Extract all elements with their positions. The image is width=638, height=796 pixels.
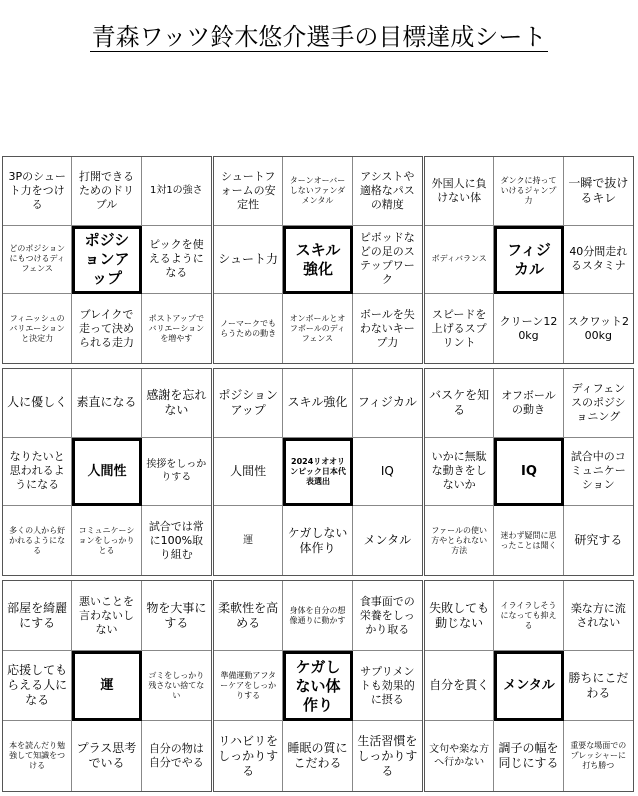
goal-cell: [564, 369, 633, 438]
goal-cell-text: 睡眠の質にこだわる: [287, 741, 348, 770]
goal-cell: [353, 651, 422, 721]
goal-cell: [142, 721, 211, 791]
goal-cell: [3, 369, 72, 438]
goal-cell-text: 人間性: [87, 463, 127, 479]
goal-cell-text: 重要な場面でのプレッシャーに打ち勝つ: [570, 741, 627, 770]
goal-cell-text: オンボールとオフボールのディフェンス: [289, 313, 346, 343]
goal-cell: [283, 721, 352, 791]
goal-cell: [425, 651, 494, 721]
goal-cell-text: 2024リオオリンピック日本代表選出: [290, 456, 346, 486]
goal-cell: [564, 438, 633, 507]
goal-cell-text: 人間性: [230, 463, 267, 478]
goal-cell-text: 調子の幅を同じにする: [498, 741, 559, 770]
goal-center-cell: [494, 226, 563, 295]
goal-cell-text: 感謝を忘れない: [146, 387, 207, 417]
goal-cell-text: フィジカル: [507, 240, 551, 278]
goal-cell: [142, 157, 211, 226]
goal-cell: [3, 721, 72, 791]
goal-cell-text: ターンオーバーしないファンダメンタル: [289, 175, 346, 205]
goal-cell: [72, 721, 141, 791]
goal-cell-text: ポジションアップ: [218, 387, 278, 417]
goal-cell: [142, 581, 211, 651]
goal-cell-text: スキル強化: [295, 240, 341, 278]
goal-cell-text: 本を読んだり勉強して知識をつける: [9, 741, 66, 770]
goal-cell-text: 身体を自分の想像通りに動かす: [289, 605, 346, 625]
goal-cell-text: ケガしない体作り: [295, 657, 341, 714]
goal-cell: [564, 157, 633, 226]
goal-cell: [564, 721, 633, 791]
goal-cell: [3, 651, 72, 721]
goal-cell-text: ボールを失わないキープ力: [359, 307, 415, 349]
goal-cell: [425, 369, 494, 438]
goal-cell: [142, 294, 211, 363]
goal-cell-text: スクワット200kg: [567, 314, 630, 342]
goal-cell-text: 運: [100, 678, 114, 693]
goal-cell: [353, 294, 422, 363]
goal-cell: [353, 157, 422, 226]
goal-cell-text: 多くの人から好かれるようになる: [9, 525, 66, 555]
goal-cell: [72, 157, 141, 226]
goal-cell-text: 物を大事にする: [146, 600, 207, 630]
goal-cell-text: 試合中のコミュニケーション: [570, 450, 626, 492]
goal-cell-text: スキル強化: [287, 395, 348, 410]
goal-cell-text: ピボッドなどの足のステップワーク: [359, 231, 415, 287]
goal-cell: [564, 506, 633, 575]
goal-cell-text: どのポジションにもつけるディフェンス: [9, 244, 65, 274]
goal-cell-text: 試合では常に100%取り組む: [148, 519, 204, 561]
goal-cell: [494, 721, 563, 791]
goal-cell: [353, 369, 422, 438]
goal-cell-text: クリーン120kg: [499, 314, 558, 342]
goal-cell-text: ノーマークでもらうための動き: [220, 318, 277, 338]
goal-cell-text: ディフェンスのポジショニング: [570, 381, 626, 423]
goal-cell-text: ファールの使い方やとられない方法: [431, 525, 488, 555]
goal-block: [2, 368, 212, 576]
goal-cell-text: 楽な方に流されない: [570, 601, 626, 629]
goal-cell-text: ブレイクで走って決められる走力: [78, 307, 134, 349]
goal-block: [424, 580, 634, 792]
goal-cell: [353, 438, 422, 507]
goal-block: [2, 156, 212, 364]
page-title-text: 青森ワッツ鈴木悠介選手の目標達成シート: [91, 23, 547, 51]
goal-cell: [214, 438, 283, 507]
goal-cell-text: フィニッシュのバリエーションと決定力: [9, 313, 65, 343]
goal-cell-text: 準備運動アフターケアをしっかりする: [220, 670, 277, 700]
goal-cell: [142, 226, 211, 295]
goal-cell-text: ピックを使えるようになる: [148, 238, 204, 280]
goal-cell: [72, 506, 141, 575]
goal-cell-text: ポジションアップ: [84, 231, 130, 288]
goal-cell: [494, 506, 563, 575]
goal-cell-text: 自分の物は自分でやる: [148, 742, 204, 769]
goal-cell-text: ケガしない体作り: [287, 525, 348, 555]
goal-cell-text: バスケを知る: [429, 387, 490, 417]
goal-center-cell: [283, 226, 352, 295]
goal-cell: [425, 294, 494, 363]
goal-cell-text: フィジカル: [357, 395, 417, 410]
goal-cell: [72, 369, 141, 438]
goal-cell-text: IQ: [380, 463, 394, 478]
goal-block: [213, 580, 423, 792]
goal-cell: [214, 721, 283, 791]
goal-cell-text: ダンクに持っていけるジャンプ力: [500, 175, 557, 205]
goal-cell: [214, 581, 283, 651]
goal-chart-grid: [2, 156, 634, 792]
goal-cell-text: 挨拶をしっかりする: [146, 459, 207, 484]
goal-cell-text: 人に優しく: [7, 395, 68, 410]
goal-cell: [494, 157, 563, 226]
goal-cell-text: IQ: [521, 463, 537, 479]
goal-cell-text: リハビリをしっかりする: [218, 733, 279, 778]
goal-cell: [425, 506, 494, 575]
goal-cell-text: イライラしそうになっても抑える: [500, 600, 557, 630]
goal-cell: [564, 294, 633, 363]
goal-cell: [283, 157, 352, 226]
goal-cell: [214, 506, 283, 575]
goal-cell: [214, 369, 283, 438]
goal-cell-text: メンタル: [503, 678, 555, 693]
goal-block: [424, 156, 634, 364]
goal-cell-text: シュート力: [218, 251, 279, 266]
goal-block: [213, 156, 423, 364]
goal-cell: [425, 581, 494, 651]
goal-cell: [142, 369, 211, 438]
goal-cell-text: 打開できるためのドリブル: [78, 169, 134, 211]
goal-cell: [425, 721, 494, 791]
goal-cell: [283, 294, 352, 363]
goal-cell: [72, 581, 141, 651]
goal-cell-text: 食事面での栄養をしっかり取る: [359, 594, 415, 636]
goal-cell-text: オフボールの動き: [501, 388, 556, 416]
goal-cell-text: いかに無駄な動きをしないか: [431, 450, 487, 492]
goal-center-cell: [72, 651, 141, 721]
goal-cell-text: 外国人に負けない体: [431, 176, 487, 204]
goal-cell: [214, 651, 283, 721]
goal-cell: [353, 721, 422, 791]
goal-cell: [494, 369, 563, 438]
goal-block: [213, 368, 423, 576]
goal-cell-text: 40分間走れるスタミナ: [569, 245, 628, 273]
goal-cell: [283, 581, 352, 651]
goal-center-cell: [494, 438, 563, 507]
goal-cell-text: サプリメントも効果的に摂る: [359, 664, 415, 706]
goal-cell-text: アシストや適格なパスの精度: [359, 169, 415, 211]
goal-cell-text: シュートフォームの安定性: [220, 169, 276, 211]
goal-block: [2, 580, 212, 792]
goal-center-cell: [494, 651, 563, 721]
goal-cell-text: 研究する: [574, 533, 623, 548]
goal-center-cell: [283, 438, 352, 507]
goal-cell: [214, 294, 283, 363]
goal-cell-text: ゴミをしっかり残さない捨てない: [148, 670, 205, 700]
goal-cell-text: 柔軟性を高める: [218, 600, 279, 630]
goal-cell: [353, 226, 422, 295]
goal-cell-text: 失敗しても動じない: [429, 600, 490, 630]
goal-cell-text: 生活習慣をしっかりする: [357, 733, 418, 778]
goal-cell: [353, 581, 422, 651]
goal-cell: [283, 506, 352, 575]
goal-cell: [142, 506, 211, 575]
goal-cell-text: 3Pのシュート力をつける: [8, 169, 66, 211]
goal-cell: [564, 651, 633, 721]
goal-cell-text: スピードを上げるスプリント: [431, 307, 487, 349]
goal-cell-text: 悪いことを言わないしない: [78, 594, 134, 636]
goal-cell-text: 部屋を綺麗にする: [7, 600, 68, 630]
goal-cell-text: 1対1の強さ: [149, 185, 203, 197]
goal-cell: [494, 294, 563, 363]
goal-cell: [425, 226, 494, 295]
goal-center-cell: [283, 651, 352, 721]
goal-cell-text: コミュニケーションをしっかりとる: [78, 525, 135, 555]
goal-cell: [3, 438, 72, 507]
goal-cell: [214, 226, 283, 295]
goal-cell-text: プラス思考でいる: [76, 741, 137, 770]
goal-cell: [425, 438, 494, 507]
goal-cell-text: 勝ちにこだわる: [568, 670, 629, 700]
goal-cell-text: ボディバランス: [431, 254, 487, 264]
goal-center-cell: [72, 438, 141, 507]
goal-cell: [564, 226, 633, 295]
goal-cell: [3, 157, 72, 226]
goal-cell: [214, 157, 283, 226]
goal-cell-text: メンタル: [363, 533, 412, 548]
goal-cell: [3, 226, 72, 295]
goal-cell: [564, 581, 633, 651]
goal-cell-text: 一瞬で抜けるキレ: [568, 175, 629, 205]
goal-cell-text: ポストアップでバリエーションを増やす: [148, 313, 205, 343]
goal-center-cell: [72, 226, 141, 295]
goal-cell-text: 応援してもらえる人になる: [7, 663, 68, 707]
goal-cell: [494, 581, 563, 651]
goal-cell: [72, 294, 141, 363]
goal-cell: [142, 438, 211, 507]
goal-block: [424, 368, 634, 576]
goal-cell: [3, 294, 72, 363]
goal-cell: [142, 651, 211, 721]
goal-cell-text: 運: [243, 535, 254, 547]
goal-cell: [3, 506, 72, 575]
goal-cell-text: 自分を貫く: [429, 678, 490, 692]
goal-cell: [283, 369, 352, 438]
goal-cell-text: 文句や楽な方へ行かない: [429, 744, 490, 768]
goal-cell-text: 素直になる: [76, 395, 137, 410]
goal-cell: [3, 581, 72, 651]
goal-cell-text: なりたいと思われるようになる: [9, 450, 65, 492]
goal-cell: [353, 506, 422, 575]
goal-cell: [425, 157, 494, 226]
page-title: [0, 22, 638, 52]
goal-cell-text: 迷わず疑問に思ったことは聞く: [500, 530, 557, 550]
